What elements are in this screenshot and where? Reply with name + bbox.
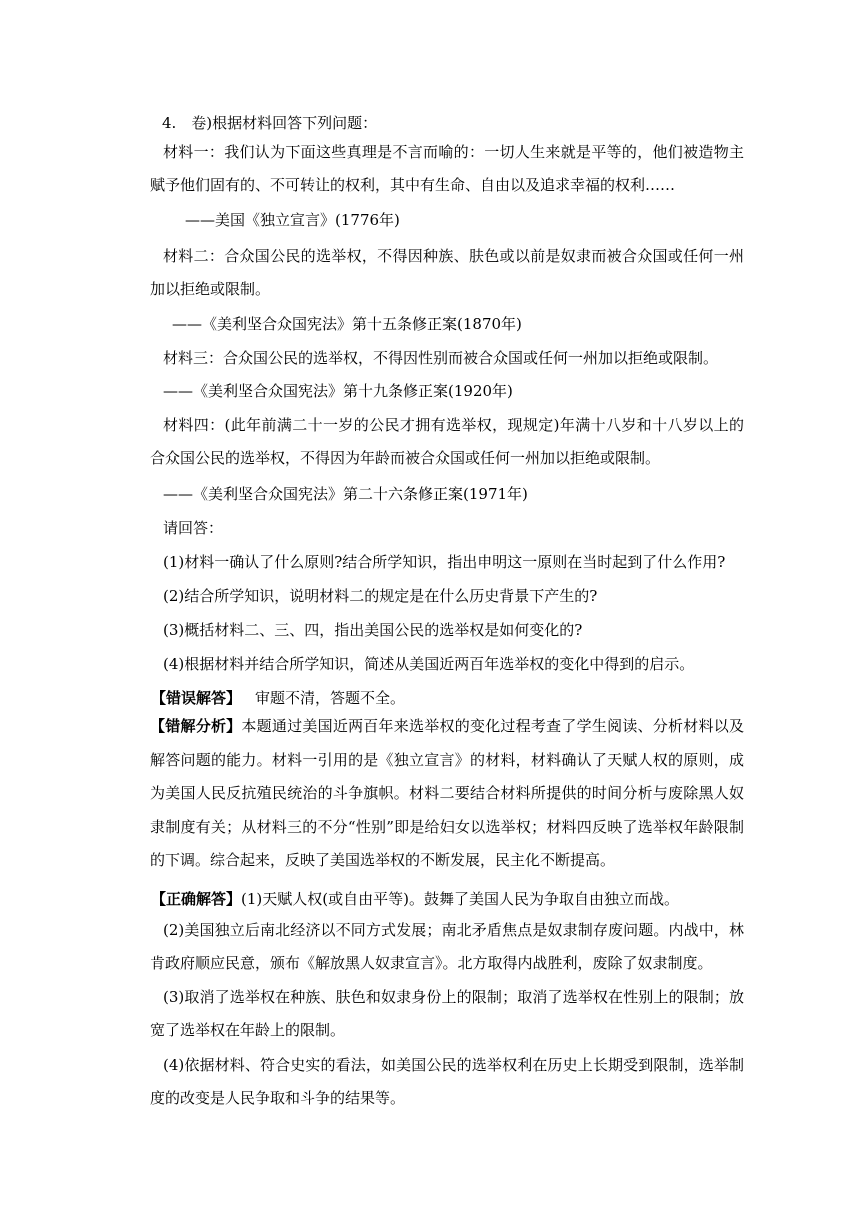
sub-question-3: (3)概括材料二、三、四，指出美国公民的选举权是如何变化的? [163,621,583,639]
sub-question-4: (4)根据材料并结合所学知识，简述从美国近两百年选举权的变化中得到的启示。 [163,655,695,673]
error-analysis [150,710,744,878]
correct-answer-3 [150,981,744,1047]
material-one-text: 材料一：我们认为下面这些真理是不言而喻的：一切人生来就是平等的，他们被造物主赋予他们固有的、不可转让的权利，其中有生命、自由以及追求幸福的权利…… [150,143,744,194]
sub-question-2: (2)结合所学知识，说明材料二的规定是在什么历史背景下产生的? [163,587,598,605]
answer-4-text: (4)依据材料、符合史实的看法，如美国公民的选举权利在历史上长期受到限制，选举制度的改变是人民争取和斗争的结果等。 [150,1056,744,1107]
correct-answer-4 [150,1049,744,1115]
sub-question-1: (1)材料一确认了什么原则?结合所学知识，指出申明这一原则在当时起到了什么作用? [163,553,726,571]
answer-3-text: (3)取消了选举权在种族、肤色和奴隶身份上的限制；取消了选举权在性别上的限制；放宽了选举权在年龄上的限制。 [150,988,744,1039]
error-analysis-label: 【错解分析】 [150,717,242,735]
material-two-source: ——《美利坚合众国宪法》第十五条修正案(1870年) [172,315,522,333]
material-three-source: ——《美利坚合众国宪法》第十九条修正案(1920年) [163,382,513,400]
material-one [150,136,744,202]
answer-prompt: 请回答： [163,519,224,537]
wrong-answer-text: 审题不清，答题不全。 [255,689,406,707]
correct-answer-1 [151,889,679,909]
material-one-source: ——美国《独立宣言》(1776年) [185,211,400,229]
material-four-source: ——《美利坚合众国宪法》第二十六条修正案(1971年) [163,485,528,503]
material-two-text: 材料二：合众国公民的选举权，不得因种族、肤色或以前是奴隶而被合众国或任何一州加以拒绝或限制。 [150,247,744,298]
material-four [150,409,744,475]
question-heading: 4. 卷)根据材料回答下列问题： [162,114,378,132]
answer-1-text: (1)天赋人权(或自由平等)。鼓舞了美国人民为争取自由独立而战。 [241,890,679,908]
correct-answer-2 [150,914,744,980]
answer-2-text: (2)美国独立后南北经济以不同方式发展；南北矛盾焦点是奴隶制存废问题。内战中，林肯政府顺应民意，颁布《解放黑人奴隶宣言》。北方取得内战胜利，废除了奴隶制度。 [150,921,744,972]
material-four-text: 材料四：(此年前满二十一岁的公民才拥有选举权，现规定)年满十八岁和十八岁以上的合众国公民的选举权，不得因为年龄而被合众国或任何一州加以拒绝或限制。 [150,416,744,467]
error-analysis-text: 本题通过美国近两百年来选举权的变化过程考查了学生阅读、分析材料以及解答问题的能力。材料一引用的是《独立宣言》的材料，材料确认了天赋人权的原则，成为美国人民反抗殖民统治的斗争旗帜。材料二要结合材料所提供的时间分析与废除黑人奴隶制度有关；从材料三的不分“性别”即是给妇女以选举权；材料四反映了选举权年龄限制的下调。综合起来，反映了美国选举权的不断发展，民主化不断提高。 [150,717,744,869]
wrong-answer [151,688,405,708]
material-three-text: 材料三：合众国公民的选举权，不得因性别而被合众国或任何一州加以拒绝或限制。 [163,349,719,367]
correct-answer-label: 【正确解答】 [151,890,242,908]
wrong-answer-label: 【错误解答】 [151,689,242,707]
material-two [150,240,744,306]
